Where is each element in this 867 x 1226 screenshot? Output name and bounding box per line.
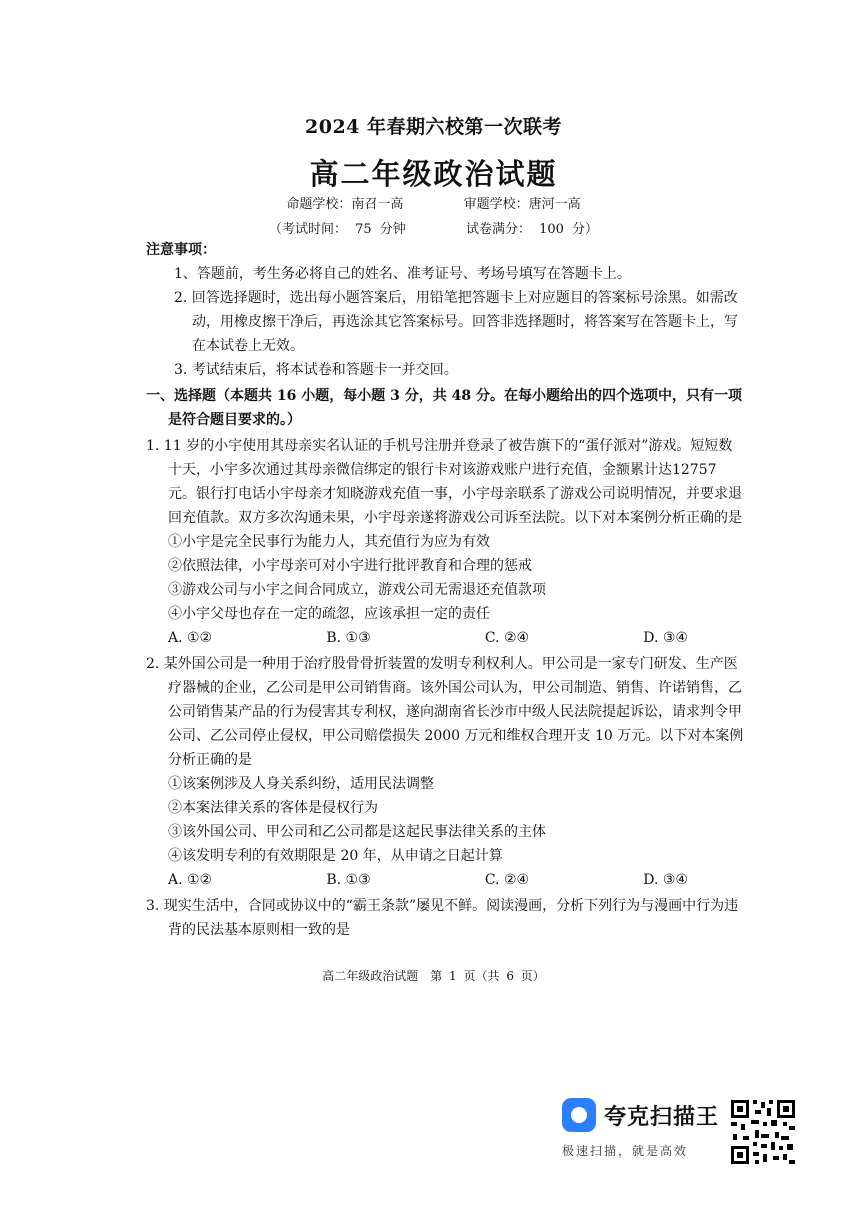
exam-score: 试卷满分： 100 分） [465, 222, 599, 237]
reviewer-label: 审题学校： [463, 197, 529, 212]
brand-slogan: 极速扫描，就是高效 [562, 1144, 689, 1158]
question-1-option: ④小宇父母也存在一定的疏忽，应该承担一定的责任 [168, 606, 490, 622]
brand-name: 夸克扫描王 [604, 1104, 720, 1130]
page-footer: 高二年级政治试题 第 1 页（共 6 页） [322, 969, 545, 983]
question-1-option: ③游戏公司与小宇之间合同成立，游戏公司无需退还充值款项 [168, 582, 546, 598]
question-2-option: ②本案法律关系的客体是侵权行为 [168, 800, 378, 816]
proposer-info [286, 193, 403, 212]
question-1-choices [146, 626, 688, 650]
reviewer-school: 唐河一高 [528, 197, 581, 212]
school-info [0, 193, 867, 212]
choice-c: C. ②④ [484, 872, 530, 888]
question-1-stem: 1. 11 岁的小宇使用其母亲实名认证的手机号注册并登录了被告旗下的“蛋仔派对”游戏。短短数十天，小宇多次通过其母亲微信绑定的银行卡对该游戏账户进行充值，金额累计达12757 元。银行打电话小宇母亲才知晓游戏充值一事，小宇母亲联系了游戏公司说明情况，并要求退回充值款。双方多次沟通未果，小宇母亲遂将游戏公司诉至法院。以下对本案例分析正确的是 [146, 438, 742, 526]
page-title: 高二年级政治试题 [309, 157, 558, 191]
question-2-stem: 2. 某外国公司是一种用于治疗股骨骨折装置的发明专利权利人。甲公司是一家专门研发、生产医疗器械的企业，乙公司是甲公司销售商。该外国公司认为，甲公司制造、销售、许诺销售，乙公司销售某产品的行为侵害其专利权，遂向湖南省长沙市中级人民法院提起诉讼，请求判令甲公司、乙公司停止侵权，甲公司赔偿损失 2000 万元和维权合理开支 10 万元。以下对本案例分析正确的是 [146, 656, 744, 768]
exam-time: （考试时间： 75 分钟 [268, 222, 406, 237]
note-item [146, 286, 746, 358]
notes-title: 注意事项： [146, 242, 216, 258]
question-2-option: ③该外国公司、甲公司和乙公司都是这起民事法律关系的主体 [168, 824, 546, 840]
reviewer-info [464, 193, 581, 212]
choice-b: B. ①③ [326, 872, 371, 888]
exam-body [146, 238, 746, 942]
choice-c: C. ②④ [484, 630, 530, 646]
choice-d: D. ③④ [643, 630, 688, 646]
question-2-option: ①该案例涉及人身关系纠纷，适用民法调整 [168, 776, 434, 792]
section-heading: 一、选择题（本题共 16 小题，每小题 3 分，共 48 分。在每小题给出的四个选项中，只有一项是符合题目要求的。） [146, 388, 742, 428]
note-text-1: 1、答题前，考生务必将自己的姓名、准考证号、考场号填写在答题卡上。 [174, 266, 631, 282]
choice-d: D. ③④ [643, 872, 688, 888]
proposer-school: 南召一高 [351, 197, 404, 212]
qr-code-icon [729, 1098, 797, 1166]
question-2-choices [146, 868, 688, 892]
choice-a: A. ①② [168, 872, 213, 888]
note-item [146, 358, 746, 382]
question-1-option: ②依照法律，小宇母亲可对小宇进行批评教育和合理的惩戒 [168, 558, 532, 574]
question-3-stem: 3. 现实生活中，合同或协议中的“霸王条款”屡见不鲜。阅读漫画，分析下列行为与漫画中行为违背的民法基本原则相一致的是 [146, 898, 739, 938]
choice-b: B. ①③ [326, 630, 371, 646]
note-text-2: 2. 回答选择题时，选出每小题答案后，用铅笔把答题卡上对应题目的答案标号涂黑。如需改动，用橡皮擦干净后，再选涂其它答案标号。回答非选择题时，将答案写在答题卡上，写在本试卷上无效。 [174, 290, 738, 354]
note-text-3: 3. 考试结束后，将本试卷和答题卡一并交回。 [174, 362, 458, 378]
question-1-option: ①小宇是完全民事行为能力人，其充值行为应为有效 [168, 534, 490, 550]
question-2-option: ④该发明专利的有效期限是 20 年，从申请之日起计算 [168, 848, 503, 864]
brand-row [562, 1098, 732, 1132]
choice-a: A. ①② [168, 630, 213, 646]
quark-logo-icon [562, 1098, 596, 1132]
exam-info [0, 218, 867, 237]
proposer-label: 命题学校： [286, 197, 352, 212]
exam-name: 2024 年春期六校第一次联考 [305, 116, 562, 138]
note-item [146, 262, 746, 286]
scanner-watermark [562, 1098, 732, 1164]
